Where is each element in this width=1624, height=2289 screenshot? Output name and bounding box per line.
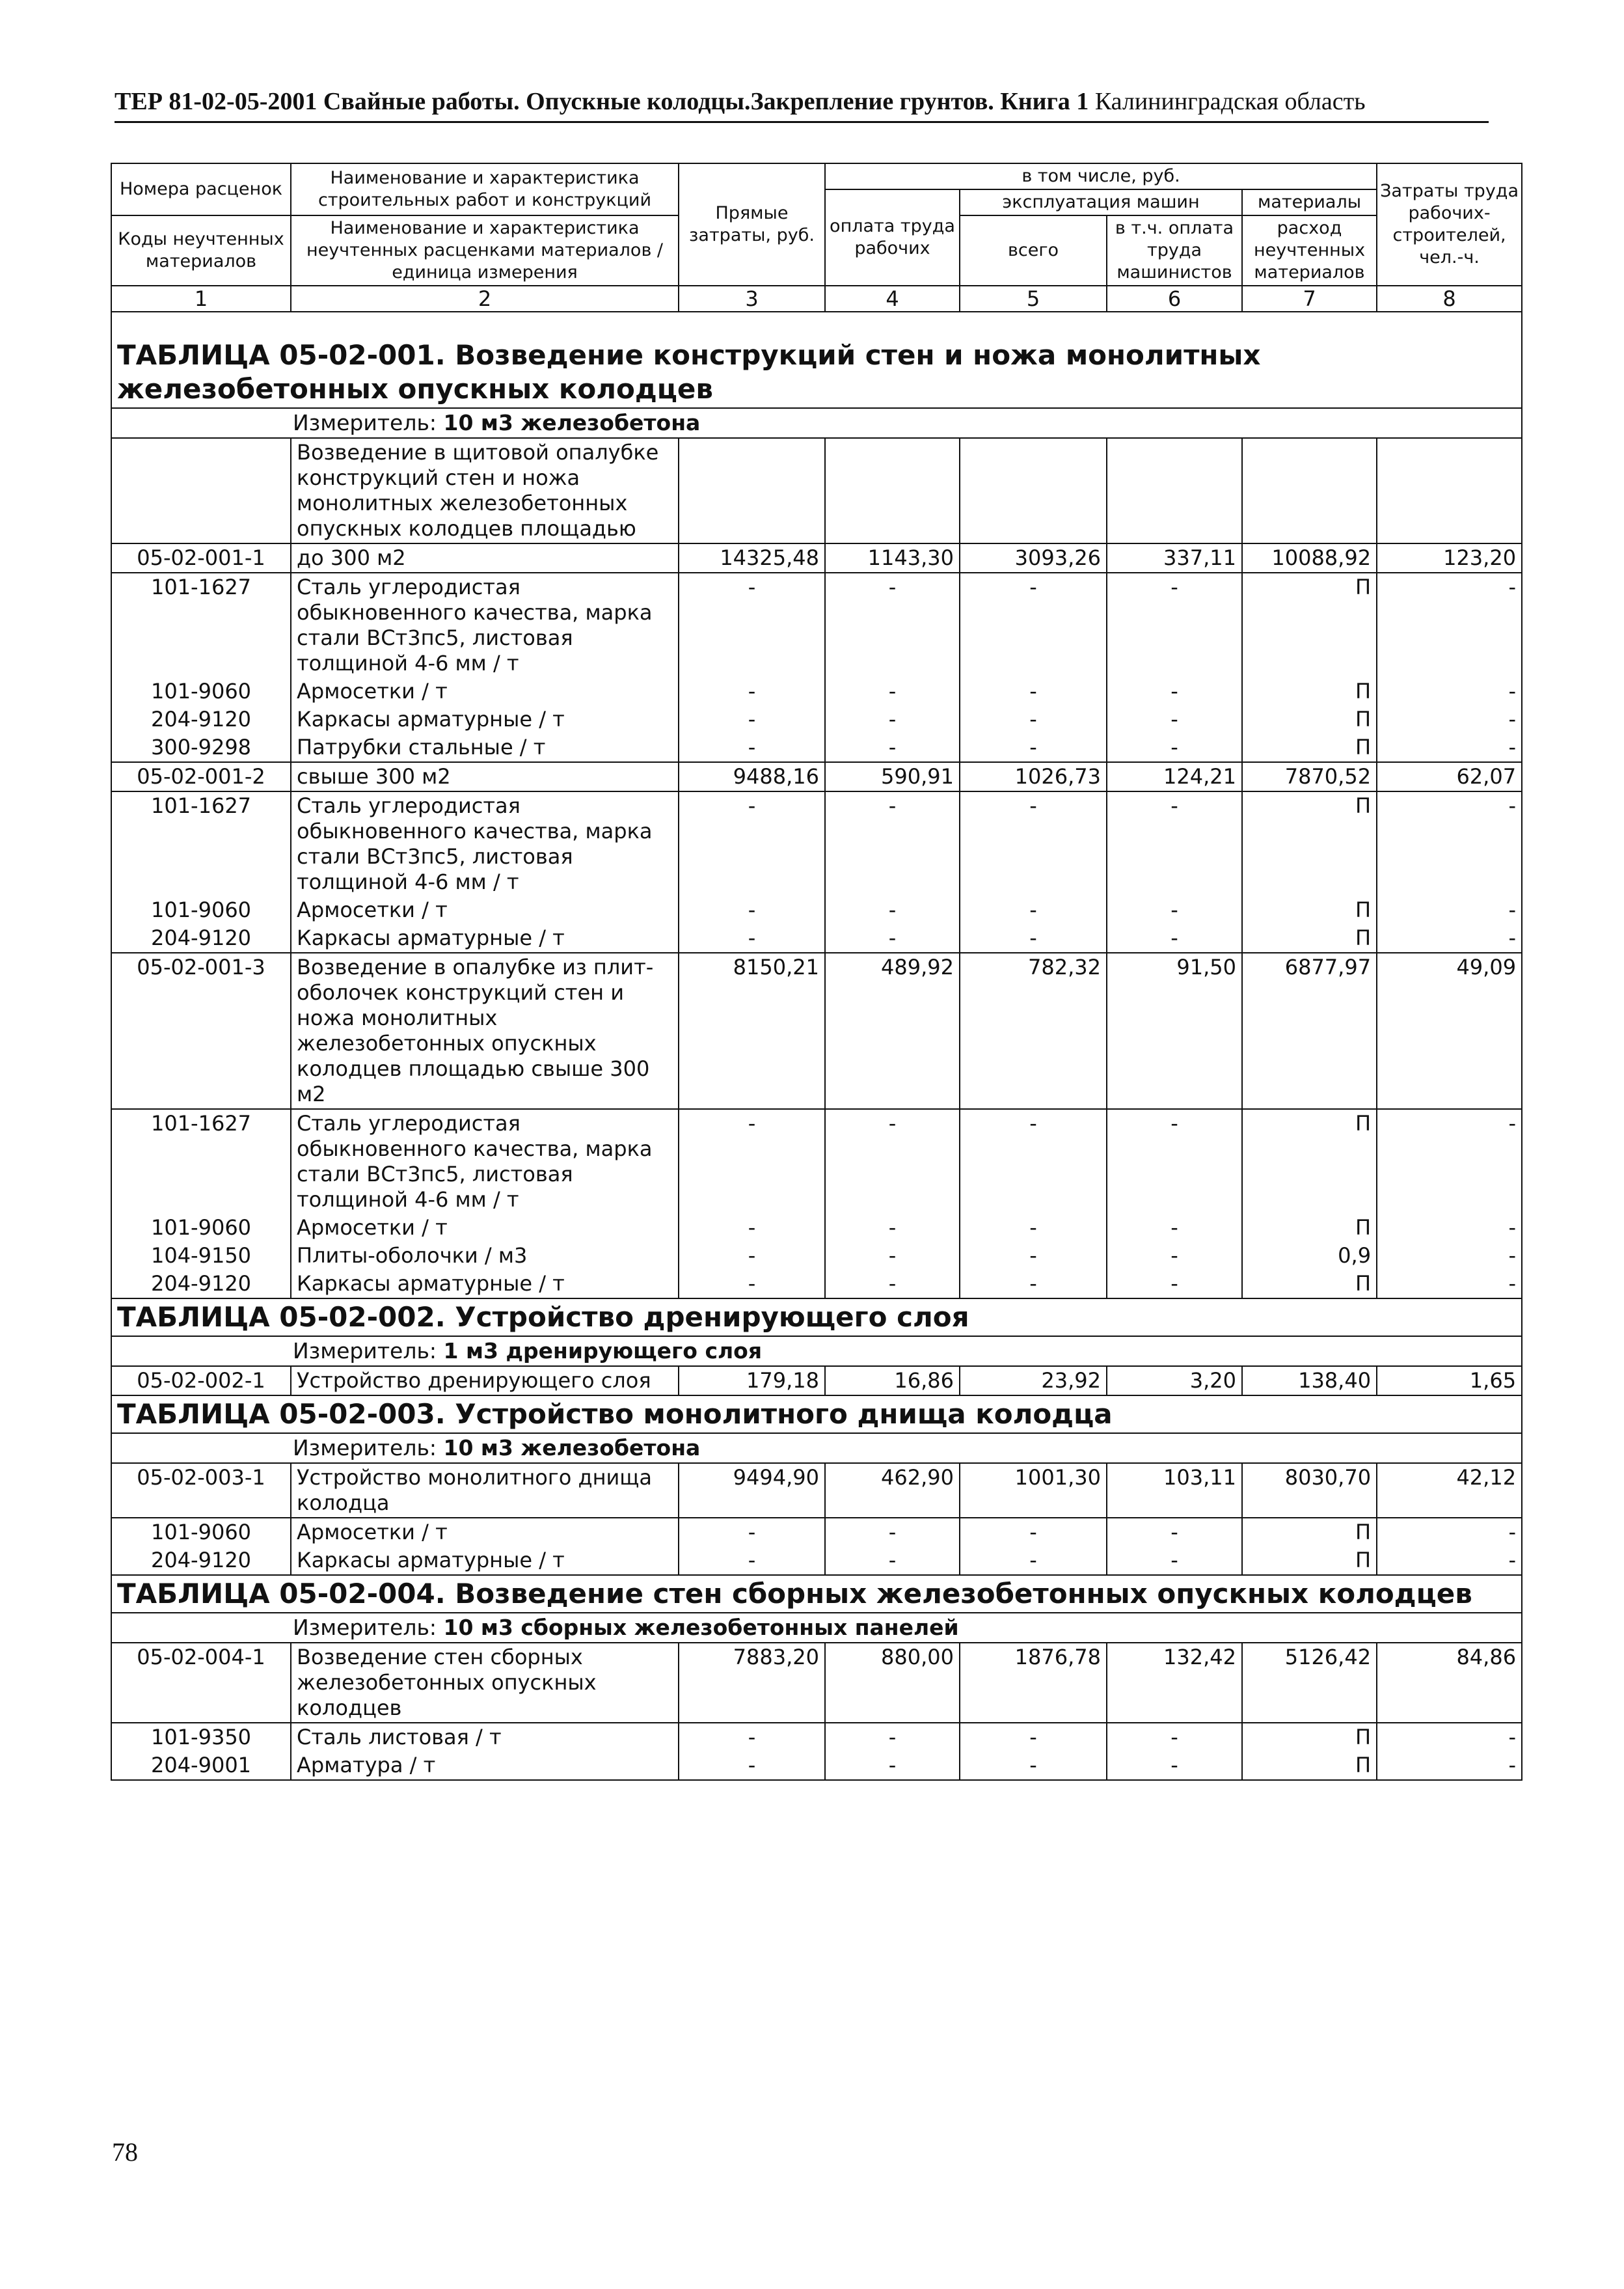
- section-title: ТАБЛИЦА 05-02-001. Возведение конструкций стен и ножа монолитных железобетонных опускных колодцев: [117, 339, 1261, 405]
- name-cell: [1377, 438, 1522, 543]
- name-cell: свыше 300 м2: [291, 762, 679, 791]
- value-cell: П: [1242, 1546, 1377, 1575]
- value-cell: 7870,52: [1242, 762, 1377, 791]
- empty-value-cell: -: [960, 1242, 1107, 1270]
- col-number: 8: [1377, 286, 1522, 312]
- material-row: [111, 733, 1522, 762]
- material-row: [111, 1723, 1522, 1751]
- empty-value-cell: -: [825, 1214, 960, 1242]
- value-cell: 84,86: [1377, 1643, 1522, 1723]
- col-header-machines-total: всего: [960, 215, 1107, 286]
- value-cell: П: [1242, 1109, 1377, 1214]
- value-cell: 23,92: [960, 1366, 1107, 1395]
- value-cell: 42,12: [1377, 1463, 1522, 1518]
- material-row: [111, 896, 1522, 924]
- empty-value-cell: -: [1107, 573, 1242, 678]
- col-number: 7: [1242, 286, 1377, 312]
- value-cell: 782,32: [960, 953, 1107, 1109]
- column-numbers-row: [111, 286, 1522, 312]
- code-cell: 101-1627: [111, 573, 291, 678]
- empty-value-cell: -: [679, 1270, 825, 1298]
- empty-value-cell: -: [1377, 896, 1522, 924]
- value-cell: П: [1242, 791, 1377, 896]
- empty-value-cell: -: [960, 791, 1107, 896]
- col-number: 5: [960, 286, 1107, 312]
- empty-value-cell: -: [825, 1109, 960, 1214]
- name-cell: Армосетки / т: [291, 1518, 679, 1546]
- empty-value-cell: -: [1377, 791, 1522, 896]
- measure-unit: Измеритель: 10 м3 железобетона: [293, 1435, 701, 1460]
- material-row: [111, 1270, 1522, 1298]
- col-number: 2: [291, 286, 679, 312]
- empty-value-cell: -: [960, 678, 1107, 706]
- col-header-including: в том числе, руб.: [825, 163, 1377, 189]
- section-title: ТАБЛИЦА 05-02-002. Устройство дренирующего слоя: [117, 1301, 969, 1333]
- name-cell: Сталь углеродистая обыкновенного качества, марка стали ВСт3пс5, листовая толщиной 4-6 мм / т: [291, 573, 679, 678]
- value-cell: 1143,30: [825, 543, 960, 573]
- empty-value-cell: -: [679, 1109, 825, 1214]
- rate-row: [111, 543, 1522, 573]
- value-cell: П: [1242, 896, 1377, 924]
- value-cell: 8150,21: [679, 953, 825, 1109]
- empty-value-cell: -: [960, 1518, 1107, 1546]
- name-cell: [1242, 438, 1377, 543]
- empty-value-cell: -: [679, 791, 825, 896]
- page-number: 78: [112, 2137, 138, 2167]
- name-cell: [111, 438, 291, 543]
- empty-value-cell: -: [1107, 1214, 1242, 1242]
- material-row: [111, 1751, 1522, 1780]
- material-row: [111, 706, 1522, 733]
- material-row: [111, 1109, 1522, 1214]
- empty-value-cell: -: [1107, 1109, 1242, 1214]
- name-cell: Каркасы арматурные / т: [291, 706, 679, 733]
- value-cell: П: [1242, 573, 1377, 678]
- measure-unit: Измеритель: 1 м3 дренирующего слоя: [293, 1338, 763, 1364]
- value-cell: П: [1242, 1723, 1377, 1751]
- name-cell: Возведение стен сборных железобетонных опускных колодцев: [291, 1643, 679, 1723]
- empty-value-cell: -: [960, 573, 1107, 678]
- name-cell: [111, 312, 1522, 408]
- empty-value-cell: -: [679, 1751, 825, 1780]
- empty-value-cell: -: [1107, 733, 1242, 762]
- col-header-material-name: Наименование и характеристика неучтенных расценками материалов / единица измерения: [291, 215, 679, 286]
- material-row: [111, 1214, 1522, 1242]
- empty-value-cell: -: [960, 733, 1107, 762]
- name-cell: [679, 438, 825, 543]
- value-cell: 337,11: [1107, 543, 1242, 573]
- code-cell: 05-02-001-3: [111, 953, 291, 1109]
- name-cell: Каркасы арматурные / т: [291, 924, 679, 953]
- value-cell: 1001,30: [960, 1463, 1107, 1518]
- code-cell: 104-9150: [111, 1242, 291, 1270]
- value-cell: 7883,20: [679, 1643, 825, 1723]
- name-cell: [111, 408, 1522, 438]
- code-cell: 204-9120: [111, 1546, 291, 1575]
- code-cell: 300-9298: [111, 733, 291, 762]
- value-cell: 1026,73: [960, 762, 1107, 791]
- empty-value-cell: -: [825, 896, 960, 924]
- empty-value-cell: -: [825, 573, 960, 678]
- col-number: 1: [111, 286, 291, 312]
- rate-row: [111, 1643, 1522, 1723]
- empty-value-cell: -: [1107, 1518, 1242, 1546]
- value-cell: 138,40: [1242, 1366, 1377, 1395]
- empty-value-cell: -: [1107, 678, 1242, 706]
- value-cell: 9494,90: [679, 1463, 825, 1518]
- material-row: [111, 1242, 1522, 1270]
- material-row: [111, 1518, 1522, 1546]
- code-cell: 204-9120: [111, 706, 291, 733]
- empty-value-cell: -: [679, 1723, 825, 1751]
- empty-value-cell: -: [679, 678, 825, 706]
- col-header-materials: материалы: [1242, 189, 1377, 215]
- empty-value-cell: -: [679, 1518, 825, 1546]
- value-cell: 132,42: [1107, 1643, 1242, 1723]
- empty-value-cell: -: [1377, 1242, 1522, 1270]
- rate-row: [111, 1366, 1522, 1395]
- empty-value-cell: -: [1377, 1270, 1522, 1298]
- value-cell: П: [1242, 1751, 1377, 1780]
- empty-value-cell: -: [1377, 1751, 1522, 1780]
- name-cell: Арматура / т: [291, 1751, 679, 1780]
- name-cell: Устройство дренирующего слоя: [291, 1366, 679, 1395]
- rates-table: [111, 163, 1522, 1781]
- value-cell: П: [1242, 733, 1377, 762]
- value-cell: П: [1242, 1270, 1377, 1298]
- name-cell: [111, 1395, 1522, 1433]
- measure-unit: Измеритель: 10 м3 железобетона: [293, 410, 701, 435]
- col-header-machines: эксплуатация машин: [960, 189, 1242, 215]
- code-cell: 05-02-004-1: [111, 1643, 291, 1723]
- empty-value-cell: -: [1107, 1723, 1242, 1751]
- table-header: [111, 163, 1522, 312]
- empty-value-cell: -: [960, 706, 1107, 733]
- measure-unit: Измеритель: 10 м3 сборных железобетонных панелей: [293, 1615, 959, 1640]
- name-cell: Устройство монолитного днища колодца: [291, 1463, 679, 1518]
- code-cell: 101-9060: [111, 678, 291, 706]
- empty-value-cell: -: [825, 1723, 960, 1751]
- col-header-material-usage: расход неучтенных материалов: [1242, 215, 1377, 286]
- name-cell: [111, 1298, 1522, 1336]
- code-cell: 204-9120: [111, 924, 291, 953]
- header-region: Калининградская область: [1094, 88, 1366, 115]
- value-cell: 6877,97: [1242, 953, 1377, 1109]
- col-header-worker-pay: оплата труда рабочих: [825, 189, 960, 286]
- name-cell: [111, 1433, 1522, 1463]
- empty-value-cell: -: [1107, 791, 1242, 896]
- intro-row: [111, 438, 1522, 543]
- empty-value-cell: -: [825, 1751, 960, 1780]
- name-cell: Сталь углеродистая обыкновенного качества, марка стали ВСт3пс5, листовая толщиной 4-6 мм / т: [291, 1109, 679, 1214]
- empty-value-cell: -: [825, 924, 960, 953]
- code-cell: 101-9060: [111, 1518, 291, 1546]
- value-cell: 10088,92: [1242, 543, 1377, 573]
- material-row: [111, 678, 1522, 706]
- empty-value-cell: -: [825, 1518, 960, 1546]
- code-cell: 101-9060: [111, 1214, 291, 1242]
- code-cell: 204-9001: [111, 1751, 291, 1780]
- value-cell: 8030,70: [1242, 1463, 1377, 1518]
- empty-value-cell: -: [679, 924, 825, 953]
- empty-value-cell: -: [679, 573, 825, 678]
- empty-value-cell: -: [679, 706, 825, 733]
- col-header-material-code: Коды неучтенных материалов: [111, 215, 291, 286]
- code-cell: 101-9350: [111, 1723, 291, 1751]
- empty-value-cell: -: [679, 1546, 825, 1575]
- rate-row: [111, 762, 1522, 791]
- name-cell: [825, 438, 960, 543]
- col-number: 4: [825, 286, 960, 312]
- value-cell: 62,07: [1377, 762, 1522, 791]
- code-cell: 101-1627: [111, 1109, 291, 1214]
- code-cell: 204-9120: [111, 1270, 291, 1298]
- code-cell: 05-02-001-2: [111, 762, 291, 791]
- value-cell: П: [1242, 1214, 1377, 1242]
- value-cell: 123,20: [1377, 543, 1522, 573]
- col-number: 3: [679, 286, 825, 312]
- empty-value-cell: -: [1377, 706, 1522, 733]
- empty-value-cell: -: [960, 924, 1107, 953]
- value-cell: 590,91: [825, 762, 960, 791]
- value-cell: 462,90: [825, 1463, 960, 1518]
- name-cell: Армосетки / т: [291, 1214, 679, 1242]
- empty-value-cell: -: [679, 896, 825, 924]
- name-cell: Каркасы арматурные / т: [291, 1546, 679, 1575]
- empty-value-cell: -: [1377, 1546, 1522, 1575]
- empty-value-cell: -: [1377, 733, 1522, 762]
- value-cell: 5126,42: [1242, 1643, 1377, 1723]
- material-row: [111, 924, 1522, 953]
- empty-value-cell: -: [960, 1214, 1107, 1242]
- rate-row: [111, 953, 1522, 1109]
- empty-value-cell: -: [825, 706, 960, 733]
- empty-value-cell: -: [1377, 1723, 1522, 1751]
- value-cell: П: [1242, 706, 1377, 733]
- empty-value-cell: -: [825, 733, 960, 762]
- empty-value-cell: -: [1377, 573, 1522, 678]
- col-header-operator-pay: в т.ч. оплата труда машинистов: [1107, 215, 1242, 286]
- empty-value-cell: -: [960, 1546, 1107, 1575]
- empty-value-cell: -: [960, 1109, 1107, 1214]
- name-cell: [1107, 438, 1242, 543]
- empty-value-cell: -: [679, 733, 825, 762]
- empty-value-cell: -: [960, 896, 1107, 924]
- empty-value-cell: -: [825, 1546, 960, 1575]
- name-cell: до 300 м2: [291, 543, 679, 573]
- name-cell: [111, 1575, 1522, 1613]
- empty-value-cell: -: [1377, 1109, 1522, 1214]
- table-05-02-003: [111, 1395, 1522, 1575]
- empty-value-cell: -: [1107, 896, 1242, 924]
- empty-value-cell: -: [1377, 678, 1522, 706]
- section-title: ТАБЛИЦА 05-02-003. Устройство монолитного днища колодца: [117, 1398, 1113, 1430]
- empty-value-cell: -: [1107, 1242, 1242, 1270]
- section-title: ТАБЛИЦА 05-02-004. Возведение стен сборных железобетонных опускных колодцев: [117, 1578, 1472, 1610]
- empty-value-cell: -: [679, 1214, 825, 1242]
- empty-value-cell: -: [1107, 924, 1242, 953]
- value-cell: 3,20: [1107, 1366, 1242, 1395]
- code-cell: 05-02-003-1: [111, 1463, 291, 1518]
- col-header-direct-costs: Прямые затраты, руб.: [679, 163, 825, 286]
- empty-value-cell: -: [1377, 1518, 1522, 1546]
- empty-value-cell: -: [825, 1242, 960, 1270]
- intro-text: Возведение в щитовой опалубке конструкций стен и ножа монолитных железобетонных опускных колодцев площадью: [291, 438, 679, 543]
- value-cell: 880,00: [825, 1643, 960, 1723]
- empty-value-cell: -: [960, 1751, 1107, 1780]
- table-05-02-001: [111, 312, 1522, 1298]
- value-cell: 1876,78: [960, 1643, 1107, 1723]
- empty-value-cell: -: [1107, 1270, 1242, 1298]
- empty-value-cell: -: [825, 1270, 960, 1298]
- code-cell: 05-02-002-1: [111, 1366, 291, 1395]
- value-cell: 0,9: [1242, 1242, 1377, 1270]
- empty-value-cell: -: [1107, 1751, 1242, 1780]
- page-header: [115, 86, 1489, 123]
- value-cell: 9488,16: [679, 762, 825, 791]
- value-cell: 3093,26: [960, 543, 1107, 573]
- empty-value-cell: -: [825, 678, 960, 706]
- name-cell: [111, 1613, 1522, 1643]
- empty-value-cell: -: [960, 1270, 1107, 1298]
- value-cell: П: [1242, 678, 1377, 706]
- empty-value-cell: -: [825, 791, 960, 896]
- name-cell: Плиты-оболочки / м3: [291, 1242, 679, 1270]
- table-05-02-002: [111, 1298, 1522, 1395]
- name-cell: Каркасы арматурные / т: [291, 1270, 679, 1298]
- value-cell: 14325,48: [679, 543, 825, 573]
- empty-value-cell: -: [960, 1723, 1107, 1751]
- name-cell: Сталь листовая / т: [291, 1723, 679, 1751]
- name-cell: Патрубки стальные / т: [291, 733, 679, 762]
- empty-value-cell: -: [1377, 1214, 1522, 1242]
- name-cell: Сталь углеродистая обыкновенного качества, марка стали ВСт3пс5, листовая толщиной 4-6 мм / т: [291, 791, 679, 896]
- value-cell: 124,21: [1107, 762, 1242, 791]
- value-cell: П: [1242, 924, 1377, 953]
- value-cell: 179,18: [679, 1366, 825, 1395]
- material-row: [111, 791, 1522, 896]
- code-cell: 05-02-001-1: [111, 543, 291, 573]
- name-cell: Армосетки / т: [291, 678, 679, 706]
- col-header-rate-number: Номера расценок: [111, 163, 291, 215]
- value-cell: 1,65: [1377, 1366, 1522, 1395]
- empty-value-cell: -: [1107, 1546, 1242, 1575]
- empty-value-cell: -: [1107, 706, 1242, 733]
- code-cell: 101-9060: [111, 896, 291, 924]
- material-row: [111, 573, 1522, 678]
- col-header-labor-hours: Затраты труда рабочих-строителей, чел.-ч.: [1377, 163, 1522, 286]
- value-cell: 489,92: [825, 953, 960, 1109]
- name-cell: [960, 438, 1107, 543]
- empty-value-cell: -: [679, 1242, 825, 1270]
- material-row: [111, 1546, 1522, 1575]
- rate-row: [111, 1463, 1522, 1518]
- value-cell: 103,11: [1107, 1463, 1242, 1518]
- name-cell: Возведение в опалубке из плит-оболочек конструкций стен и ножа монолитных железобетонных опускных колодцев площадью свыше 300 м2: [291, 953, 679, 1109]
- table-05-02-004: [111, 1575, 1522, 1780]
- name-cell: [111, 1336, 1522, 1366]
- value-cell: П: [1242, 1518, 1377, 1546]
- col-number: 6: [1107, 286, 1242, 312]
- value-cell: 49,09: [1377, 953, 1522, 1109]
- code-cell: 101-1627: [111, 791, 291, 896]
- col-header-work-name: Наименование и характеристика строительных работ и конструкций: [291, 163, 679, 215]
- value-cell: 91,50: [1107, 953, 1242, 1109]
- name-cell: Армосетки / т: [291, 896, 679, 924]
- value-cell: 16,86: [825, 1366, 960, 1395]
- empty-value-cell: -: [1377, 924, 1522, 953]
- header-doc-title: ТЕР 81-02-05-2001 Свайные работы. Опускные колодцы.Закрепление грунтов. Книга 1: [115, 88, 1089, 115]
